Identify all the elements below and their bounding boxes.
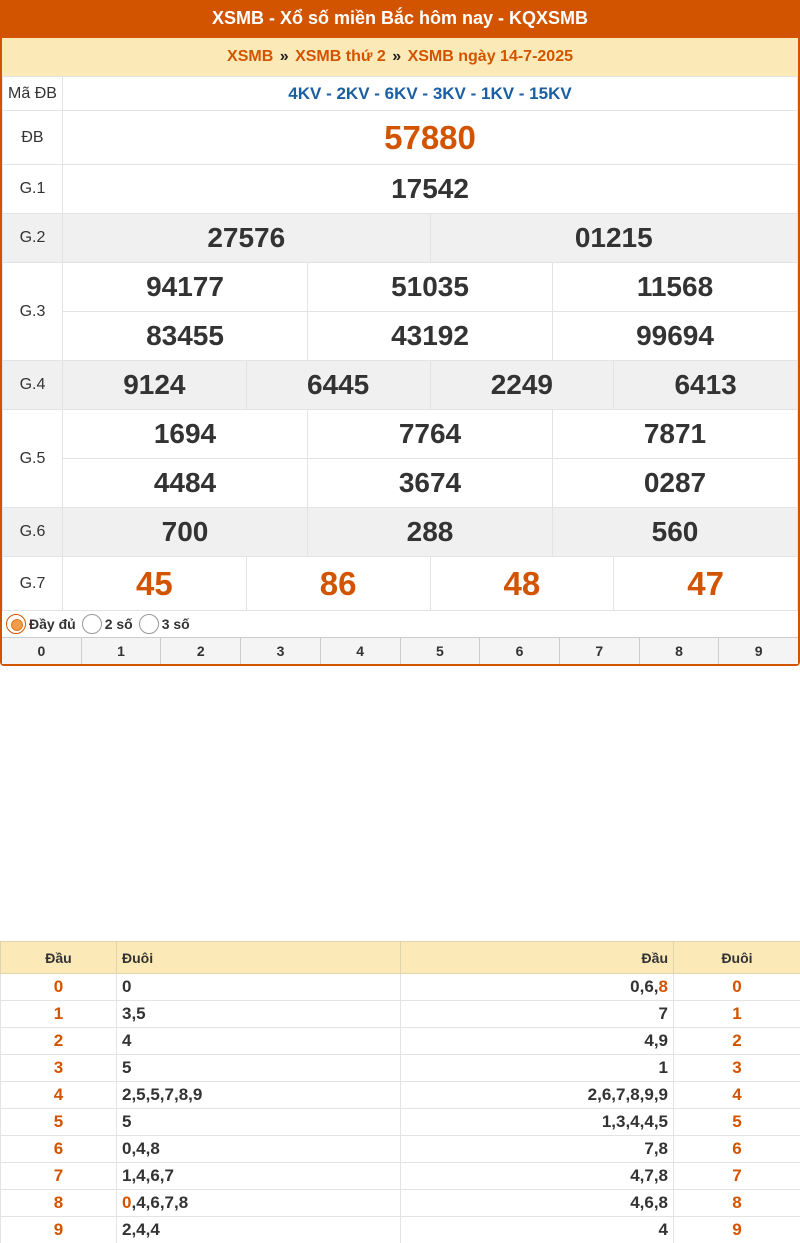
loto-duoi xyxy=(117,974,401,1001)
digit-filter-button[interactable]: 3 xyxy=(240,638,320,664)
loto-dau-2 xyxy=(401,1136,674,1163)
loto-duoi xyxy=(117,1001,401,1028)
loto-dau-2 xyxy=(401,1190,674,1217)
digit-filter xyxy=(2,637,798,664)
digit-filter-button[interactable]: 2 xyxy=(160,638,240,664)
loto-duoi-2: 0 xyxy=(674,974,800,1001)
loto-dau: 8 xyxy=(1,1190,117,1217)
digit-filter-button[interactable]: 7 xyxy=(559,638,639,664)
ma-db-value: 4KV - 2KV - 6KV - 3KV - 1KV - 15KV xyxy=(63,77,798,111)
loto-dau: 6 xyxy=(1,1136,117,1163)
prize-label: G.2 xyxy=(3,214,63,263)
special-prize-number: 57880 xyxy=(63,111,798,165)
loto-dau-2 xyxy=(401,1082,674,1109)
loto-row xyxy=(1,1028,800,1055)
loto-duoi-2: 1 xyxy=(674,1001,800,1028)
prize-number: 560 xyxy=(553,508,798,557)
row-g3 xyxy=(3,263,798,312)
display-options xyxy=(4,611,194,637)
prize-number: 27576 xyxy=(63,214,431,263)
option-three-digit[interactable] xyxy=(137,614,190,634)
loto-header-duoi: Đuôi xyxy=(117,942,401,974)
prize-number: 11568 xyxy=(553,263,798,312)
prize-number: 51035 xyxy=(308,263,553,312)
loto-duoi-values: 0,4,8 xyxy=(122,1139,160,1158)
loto-duoi-2: 6 xyxy=(674,1136,800,1163)
digit-filter-button[interactable]: 6 xyxy=(479,638,559,664)
loto-dau: 3 xyxy=(1,1055,117,1082)
row-ma-db xyxy=(3,77,798,111)
loto-row xyxy=(1,974,800,1001)
loto-duoi-2: 2 xyxy=(674,1028,800,1055)
row-g3-b xyxy=(3,312,798,361)
loto-dau: 1 xyxy=(1,1001,117,1028)
row-g5 xyxy=(3,410,798,459)
loto-dau-2 xyxy=(401,1001,674,1028)
loto-duoi xyxy=(117,1028,401,1055)
prize-number: 43192 xyxy=(308,312,553,361)
prize-number: 6445 xyxy=(246,361,430,410)
loto-dau-2-values: 7,8 xyxy=(644,1139,668,1158)
loto-dau: 0 xyxy=(1,974,117,1001)
row-g1 xyxy=(3,165,798,214)
loto-duoi-2: 7 xyxy=(674,1163,800,1190)
radio-two-digit[interactable] xyxy=(82,614,102,634)
loto-header-duoi-2: Đuôi xyxy=(674,942,800,974)
loto-dau: 5 xyxy=(1,1109,117,1136)
results-table xyxy=(2,76,798,611)
row-g4 xyxy=(3,361,798,410)
loto-duoi-values: 0 xyxy=(122,977,132,996)
loto-header-dau: Đầu xyxy=(1,942,117,974)
prize-label: ĐB xyxy=(3,111,63,165)
digit-filter-button[interactable]: 1 xyxy=(81,638,161,664)
loto-duoi-2: 8 xyxy=(674,1190,800,1217)
loto-dau-2-values: 0,6, xyxy=(630,977,659,996)
prize-number: 94177 xyxy=(63,263,308,312)
breadcrumb-link-date[interactable]: XSMB ngày 14-7-2025 xyxy=(407,48,573,65)
option-three-digit-label: 3 số xyxy=(161,616,190,632)
loto-dau: 2 xyxy=(1,1028,117,1055)
loto-dau-2 xyxy=(401,1055,674,1082)
loto-dau-2 xyxy=(401,1163,674,1190)
prize-number: 7764 xyxy=(308,410,553,459)
prize-number: 288 xyxy=(308,508,553,557)
loto-dau-2 xyxy=(401,1109,674,1136)
prize-number: 48 xyxy=(430,557,614,611)
loto-duoi-values: 3,5 xyxy=(122,1004,146,1023)
radio-three-digit[interactable] xyxy=(139,614,159,634)
loto-duoi-values: 2,4,4 xyxy=(122,1220,160,1239)
prize-label: Mã ĐB xyxy=(3,77,63,111)
loto-header-row xyxy=(1,942,800,974)
prize-number: 3674 xyxy=(308,459,553,508)
prize-number: 0287 xyxy=(553,459,798,508)
breadcrumb-link-weekday[interactable]: XSMB thứ 2 xyxy=(295,48,386,65)
loto-duoi xyxy=(117,1190,401,1217)
loto-row xyxy=(1,1109,800,1136)
loto-duoi xyxy=(117,1109,401,1136)
loto-duoi-values: ,4,6,7,8 xyxy=(131,1193,189,1212)
loto-duoi-2: 5 xyxy=(674,1109,800,1136)
prize-label: G.5 xyxy=(3,410,63,508)
prize-number: 700 xyxy=(63,508,308,557)
breadcrumb-link-xsmb[interactable]: XSMB xyxy=(227,48,274,65)
loto-dau-2 xyxy=(401,1217,674,1243)
loto-row xyxy=(1,1136,800,1163)
prize-label: G.3 xyxy=(3,263,63,361)
row-g7 xyxy=(3,557,798,611)
breadcrumb xyxy=(2,38,798,76)
loto-dau-2-highlight: 8 xyxy=(658,977,668,996)
row-g2 xyxy=(3,214,798,263)
prize-number: 2249 xyxy=(430,361,614,410)
loto-dau: 7 xyxy=(1,1163,117,1190)
loto-duoi-values: 5 xyxy=(122,1058,132,1077)
prize-label: G.1 xyxy=(3,165,63,214)
loto-row xyxy=(1,1190,800,1217)
loto-row xyxy=(1,1217,800,1243)
option-full-label: Đầy đủ xyxy=(29,616,76,632)
loto-table xyxy=(0,941,800,1243)
loto-dau-2-values: 1,3,4,4,5 xyxy=(601,1112,668,1131)
prize-number: 17542 xyxy=(63,165,798,214)
prize-number: 99694 xyxy=(553,312,798,361)
loto-dau-2-values: 7 xyxy=(658,1004,668,1023)
digit-filter-button[interactable]: 0 xyxy=(37,643,46,659)
radio-full[interactable] xyxy=(6,614,26,634)
row-g6 xyxy=(3,508,798,557)
prize-number: 01215 xyxy=(430,214,798,263)
loto-dau-2-values: 4,9 xyxy=(644,1031,668,1050)
page-title: XSMB - Xổ số miền Bắc hôm nay - KQXSMB xyxy=(0,0,800,38)
breadcrumb-separator: » xyxy=(279,48,289,65)
loto-duoi-2: 9 xyxy=(674,1217,800,1243)
loto-row xyxy=(1,1082,800,1109)
loto-duoi-values: 5 xyxy=(122,1112,132,1131)
loto-row xyxy=(1,1001,800,1028)
prize-number: 6413 xyxy=(614,361,798,410)
loto-duoi xyxy=(117,1136,401,1163)
prize-number: 83455 xyxy=(63,312,308,361)
loto-dau-2 xyxy=(401,1028,674,1055)
loto-duoi xyxy=(117,1055,401,1082)
prize-number: 1694 xyxy=(63,410,308,459)
option-two-digit[interactable] xyxy=(80,614,133,634)
option-full[interactable] xyxy=(4,614,76,634)
option-two-digit-label: 2 số xyxy=(104,616,133,632)
loto-duoi-values: 1,4,6,7 xyxy=(122,1166,174,1185)
digit-filter-button[interactable]: 5 xyxy=(400,638,480,664)
row-g5-b xyxy=(3,459,798,508)
breadcrumb-separator: » xyxy=(392,48,402,65)
prize-number: 47 xyxy=(614,557,798,611)
loto-row xyxy=(1,1055,800,1082)
loto-dau-2-values: 1 xyxy=(658,1058,668,1077)
prize-label: G.6 xyxy=(3,508,63,557)
loto-duoi-values: 2,5,5,7,8,9 xyxy=(122,1085,203,1104)
loto-dau-2-values: 2,6,7,8,9,9 xyxy=(587,1085,668,1104)
loto-duoi-values: 4 xyxy=(122,1031,132,1050)
prize-label: G.7 xyxy=(3,557,63,611)
prize-number: 9124 xyxy=(63,361,247,410)
digit-filter-button[interactable]: 4 xyxy=(320,638,400,664)
prize-number: 45 xyxy=(63,557,247,611)
loto-dau-2-values: 4,6,8 xyxy=(630,1193,668,1212)
loto-duoi xyxy=(117,1163,401,1190)
loto-header-dau-2: Đầu xyxy=(401,942,674,974)
loto-dau: 9 xyxy=(1,1217,117,1243)
loto-duoi-2: 3 xyxy=(674,1055,800,1082)
loto-duoi xyxy=(117,1082,401,1109)
prize-number: 4484 xyxy=(63,459,308,508)
loto-duoi-highlight: 0 xyxy=(122,1193,132,1212)
loto-dau: 4 xyxy=(1,1082,117,1109)
row-special-prize xyxy=(3,111,798,165)
loto-dau-2 xyxy=(401,974,674,1001)
loto-row xyxy=(1,1163,800,1190)
prize-number: 86 xyxy=(246,557,430,611)
loto-duoi xyxy=(117,1217,401,1243)
loto-dau-2-values: 4 xyxy=(658,1220,668,1239)
prize-label: G.4 xyxy=(3,361,63,410)
digit-filter-button[interactable]: 9 xyxy=(718,638,798,664)
digit-filter-button[interactable]: 8 xyxy=(639,638,719,664)
loto-dau-2-values: 4,7,8 xyxy=(630,1166,668,1185)
prize-number: 7871 xyxy=(553,410,798,459)
loto-duoi-2: 4 xyxy=(674,1082,800,1109)
